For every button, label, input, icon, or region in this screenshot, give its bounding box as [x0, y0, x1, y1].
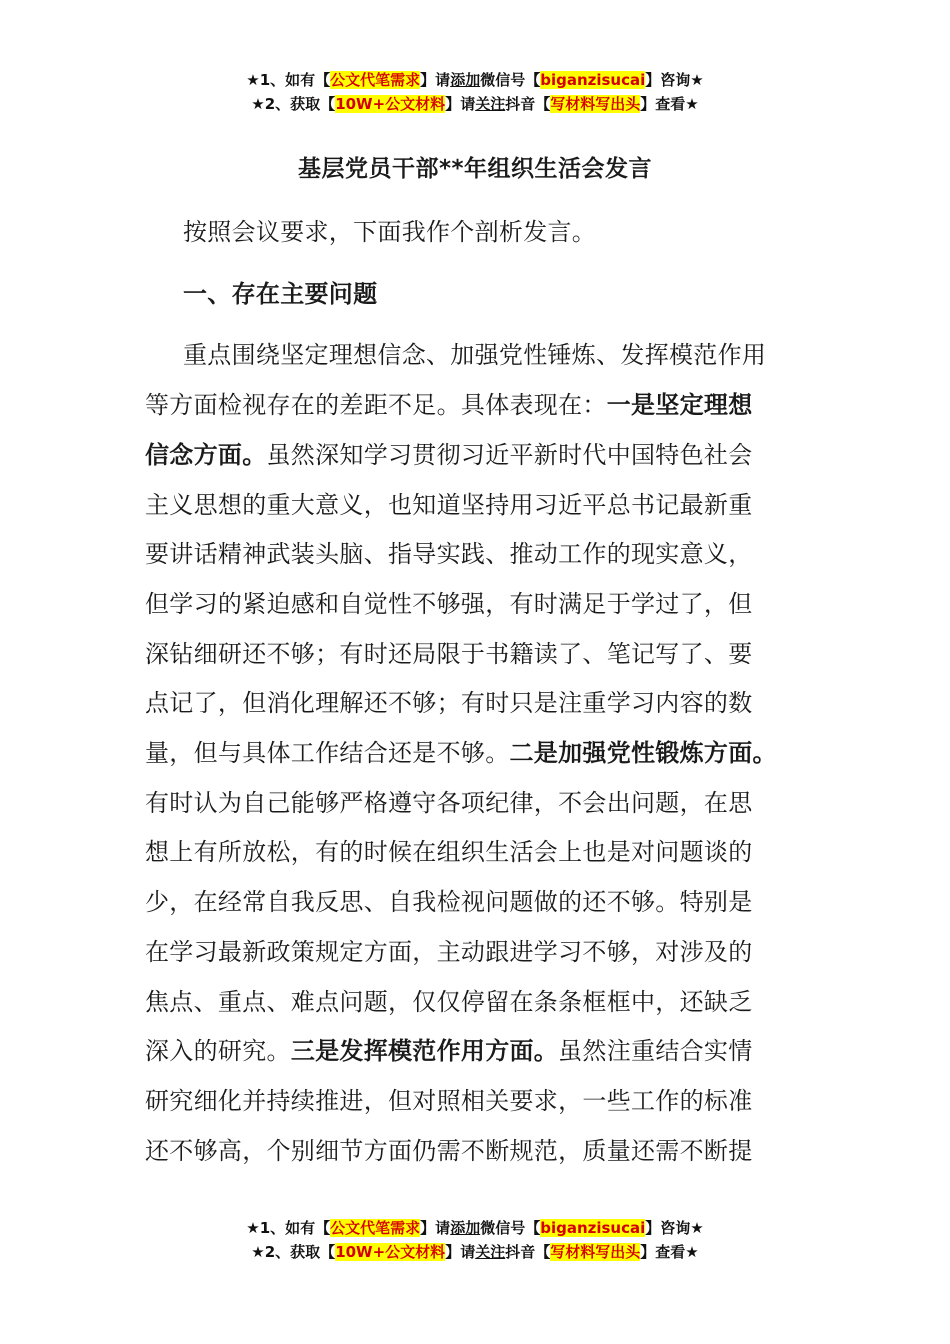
bold-point: 二是加强党性锻炼方面。: [509, 739, 777, 768]
text-line: 要讲话精神武装头脑、指导实践、推动工作的现实意义，: [145, 540, 753, 569]
text-line: 主义思想的重大意义，也知道坚持用习近平总书记最新重: [145, 490, 753, 519]
text-line: 焦点、重点、难点问题，仅仅停留在条条框框中，还缺乏: [145, 987, 753, 1016]
banner-text: 】查看★: [640, 95, 699, 113]
text-line: 还不够高，个别细节方面仍需不断规范，质量还需不断提: [145, 1136, 753, 1165]
banner-highlight: 10W+公文材料: [335, 95, 446, 113]
intro-paragraph: 按照会议要求，下面我作个剖析发言。: [183, 218, 597, 246]
document-body: [145, 208, 817, 1176]
text-line: 少，在经常自我反思、自我检视问题做的还不够。特别是: [145, 888, 753, 917]
banner-text: ★2、获取【: [251, 1243, 336, 1261]
banner-underline: 添加: [450, 1219, 481, 1237]
banner-highlight: biganzisucai: [540, 71, 646, 89]
section-heading: 一、存在主要问题: [183, 279, 378, 308]
bold-point: 三是发挥模范作用方面。: [290, 1037, 559, 1066]
banner-text: 】查看★: [640, 1243, 699, 1261]
text-line: 量，但与具体工作结合还是不够。二是加强党性锻炼方面。: [145, 739, 777, 768]
banner-underline: 关注: [475, 1243, 506, 1261]
banner-text: 抖音【: [505, 95, 551, 113]
bold-point: 信念方面。: [145, 440, 267, 469]
banner-highlight: 写材料写出头: [550, 1243, 641, 1261]
text-line: 信念方面。虽然深知学习贯彻习近平新时代中国特色社会: [145, 440, 753, 469]
text-line: 深钻细研还不够；有时还局限于书籍读了、笔记写了、要: [145, 639, 753, 668]
banner-line-2: [0, 1240, 950, 1264]
text-line: 研究细化并持续推进，但对照相关要求，一些工作的标准: [145, 1086, 753, 1115]
text-line: 在学习最新政策规定方面，主动跟进学习不够，对涉及的: [145, 937, 753, 966]
banner-text: 抖音【: [505, 1243, 551, 1261]
banner-text: 】咨询★: [645, 1219, 704, 1237]
banner-text: ★1、如有【: [246, 1219, 331, 1237]
banner-text: 】请: [445, 95, 476, 113]
body-paragraph: [145, 331, 817, 1176]
header-banner: [0, 68, 950, 116]
bold-point: 一是坚定理想: [606, 391, 753, 420]
banner-text: ★2、获取【: [251, 95, 336, 113]
banner-underline: 关注: [475, 95, 506, 113]
text-line: 有时认为自己能够严格遵守各项纪律，不会出问题，在思: [145, 788, 753, 817]
banner-highlight: biganzisucai: [540, 1219, 646, 1237]
banner-highlight: 写材料写出头: [550, 95, 641, 113]
banner-text: ★1、如有【: [246, 71, 331, 89]
banner-highlight: 公文代笔需求: [330, 1219, 421, 1237]
banner-text: 微信号【: [480, 71, 541, 89]
banner-text: 】请: [420, 1219, 451, 1237]
banner-text: 】咨询★: [645, 71, 704, 89]
text-line: 等方面检视存在的差距不足。具体表现在：一是坚定理想: [145, 391, 753, 420]
banner-text: 微信号【: [480, 1219, 541, 1237]
banner-line-2: [0, 92, 950, 116]
banner-text: 】请: [420, 71, 451, 89]
banner-underline: 添加: [450, 71, 481, 89]
banner-line-1: [0, 68, 950, 92]
text-line: 点记了，但消化理解还不够；有时只是注重学习内容的数: [145, 689, 753, 718]
footer-banner: [0, 1216, 950, 1264]
text-line: 但学习的紧迫感和自觉性不够强，有时满足于学过了，但: [145, 589, 753, 618]
document-title: 基层党员干部**年组织生活会发言: [297, 156, 653, 182]
text-line: 深入的研究。三是发挥模范作用方面。虽然注重结合实情: [145, 1037, 753, 1066]
text-line: 想上有所放松，有的时候在组织生活会上也是对问题谈的: [145, 838, 753, 867]
banner-highlight: 公文代笔需求: [330, 71, 421, 89]
banner-highlight: 10W+公文材料: [335, 1243, 446, 1261]
text-line: 重点围绕坚定理想信念、加强党性锤炼、发挥模范作用: [183, 341, 767, 370]
banner-line-1: [0, 1216, 950, 1240]
banner-text: 】请: [445, 1243, 476, 1261]
